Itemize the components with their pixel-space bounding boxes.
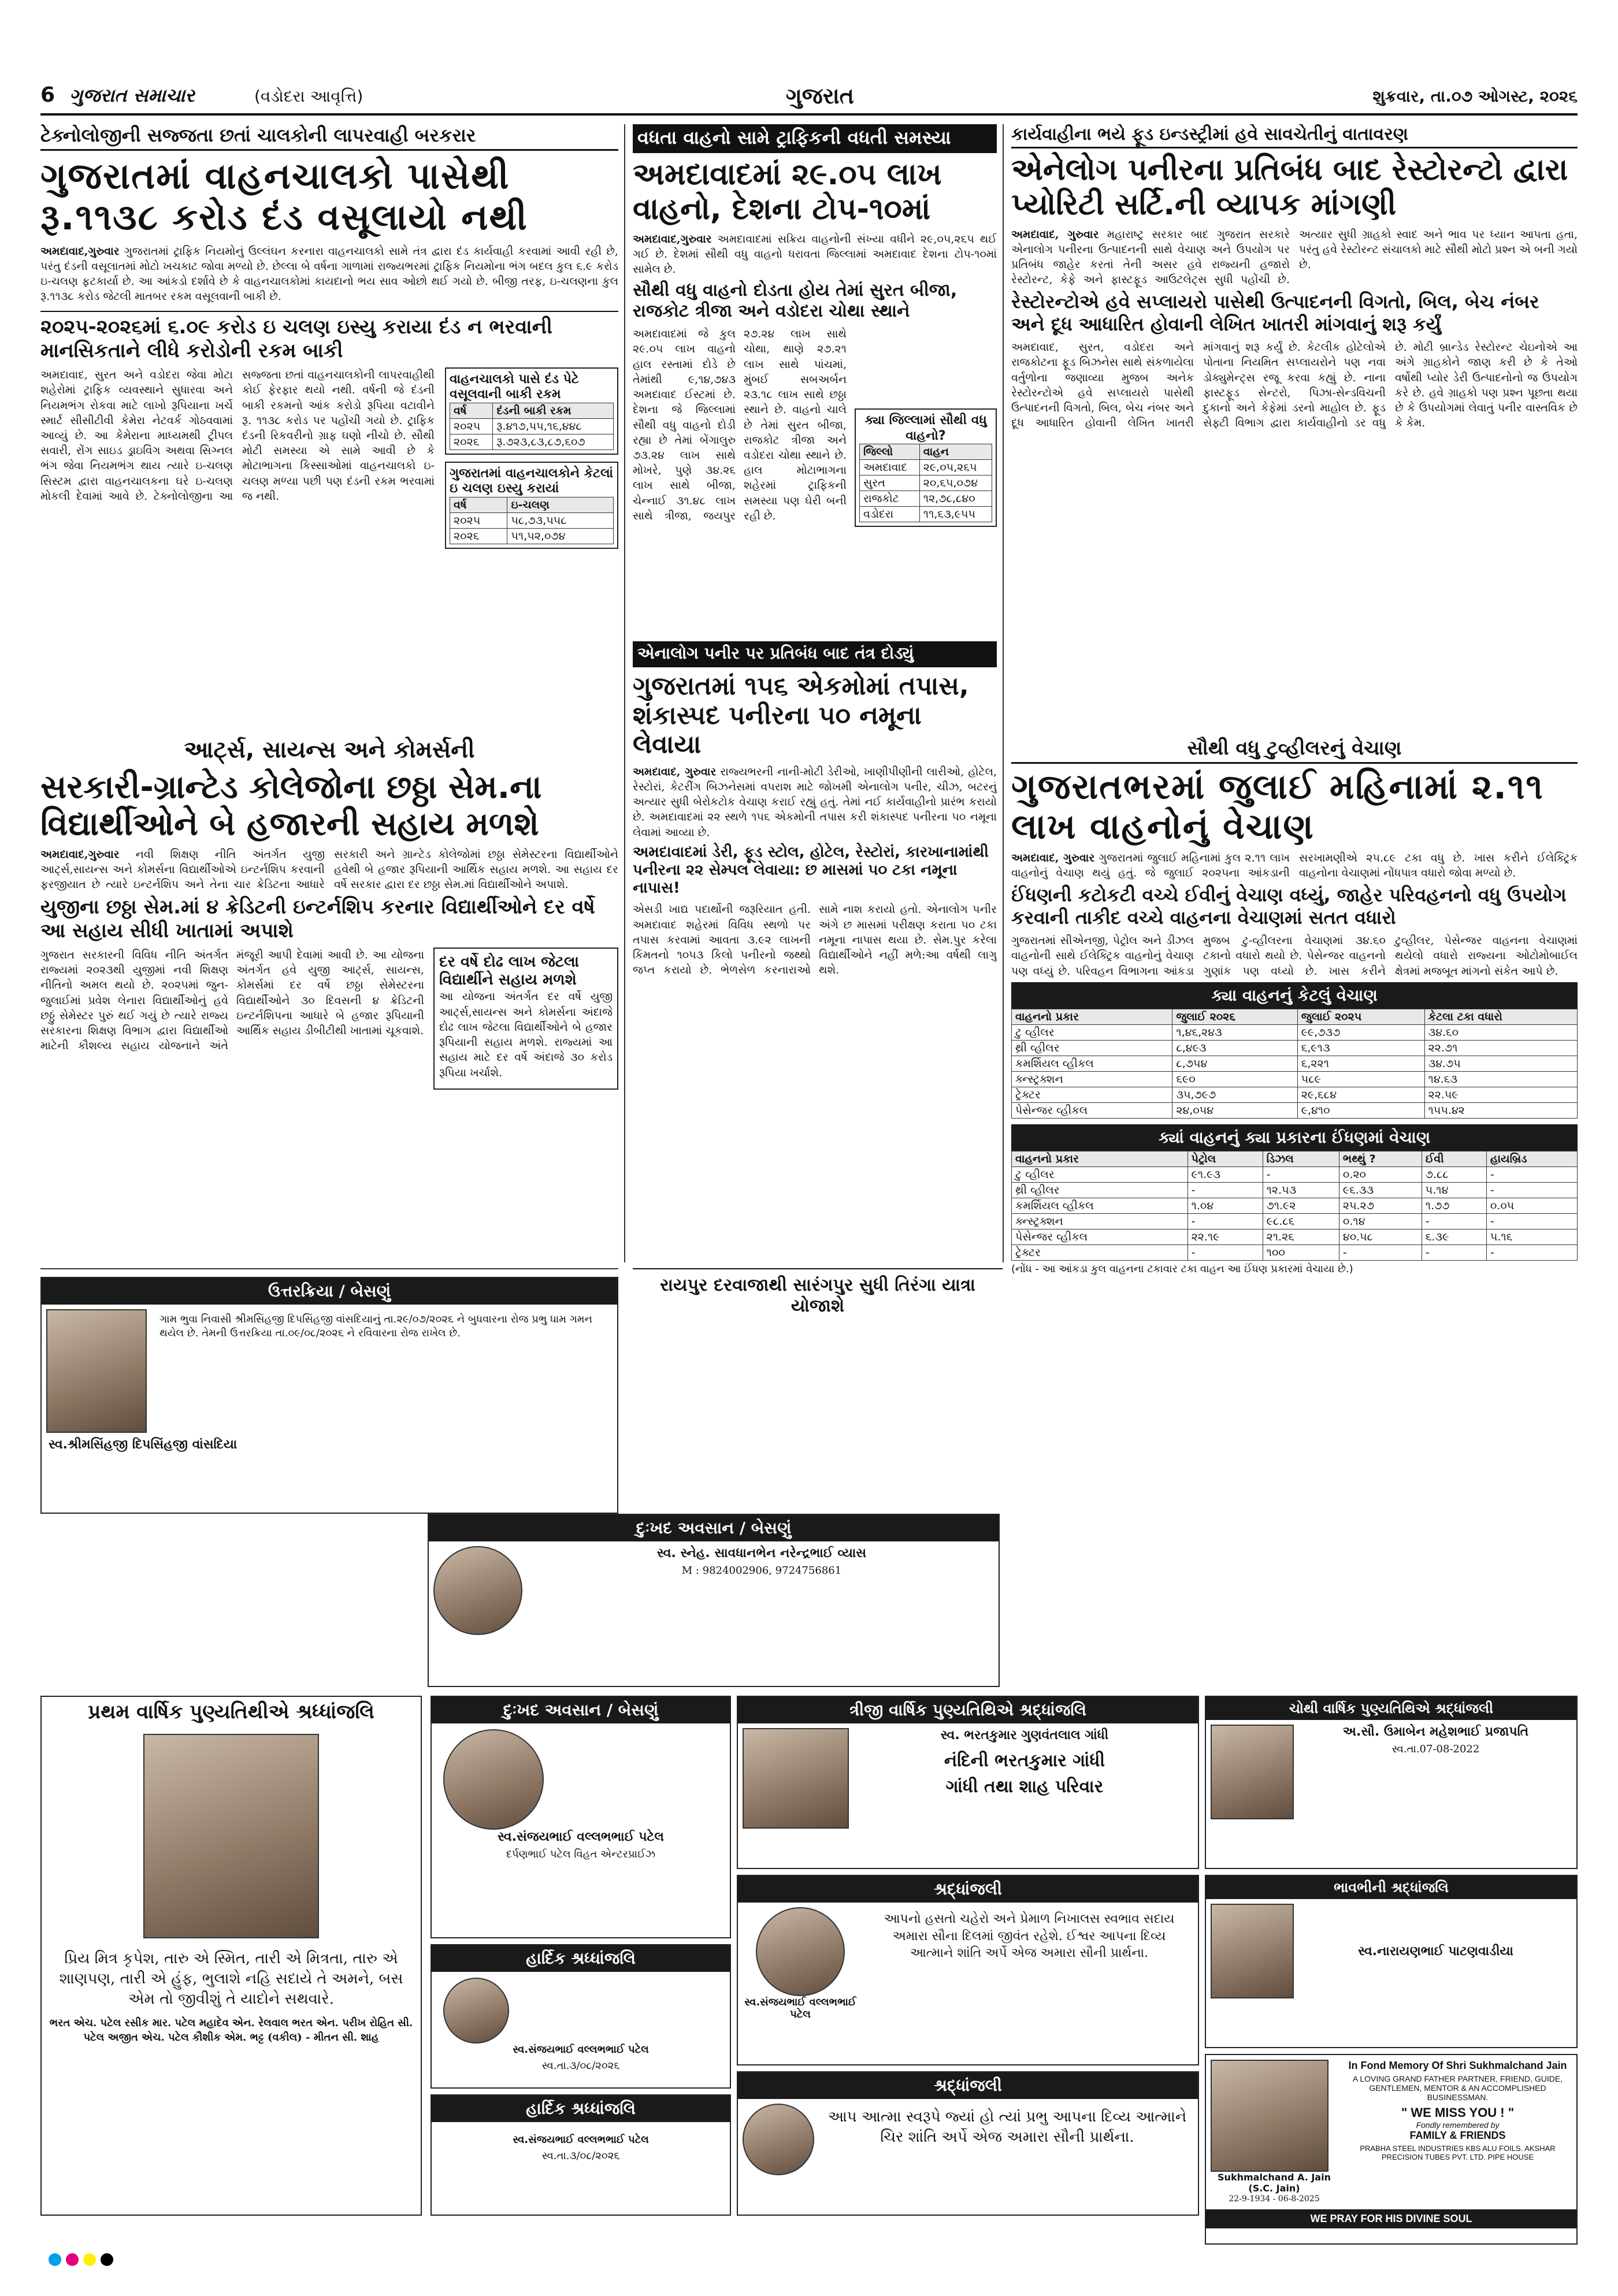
portrait-photo <box>443 1978 509 2044</box>
portrait-photo <box>143 1734 319 1938</box>
column-rule <box>624 124 625 1262</box>
cell: - <box>1486 1244 1577 1260</box>
district-vehicles-table <box>859 444 992 522</box>
ad-title: ત્રીજી વાર્ષિક પુણ્યતિથિએ શ્રદ્ધાંજલિ <box>738 1697 1198 1723</box>
ad-bhavbhini <box>1205 1875 1578 2048</box>
table-row <box>1012 1102 1578 1118</box>
col-header: ઈવી <box>1422 1151 1486 1166</box>
cell: - <box>1187 1213 1263 1229</box>
cell: ૨૪,૦૫૪ <box>1172 1102 1297 1118</box>
ad-name: સ્વ.સંજયભાઈ વલ્લભભાઈ પટેલ <box>744 1996 856 2020</box>
column-rule <box>1003 124 1004 1262</box>
col-header: જિલ્લો <box>860 444 920 460</box>
story-body-2: ગુજરાતમાં સીએનજી, પેટ્રોલ અને ડીઝલ વાહનોની સાથે ઈલેક્ટ્રિક વાહનોનું વેચાણ પણ વધ્યું છે. પરિવહન વિભાગના આંકડા મુજબ ટુ-વ્હીલરના વેચાણમાં ૩૪.૬૦ ટકાનો વધારો થયો છે. પેસેન્જર વાહનનો ગુણાંક પણ વધ્યો છે. ખાસ કરીને ટુવ્હીલર, પેસેન્જર વાહનના વેચાણમાં થયેલો વધારો રાજ્યના ઓટોમોબાઈલ ક્ષેત્રમાં મજબૂત માંગનો સંકેત આપે છે. <box>1011 934 1578 978</box>
dateline: અમદાવાદ,ગુરુવાર <box>40 848 120 861</box>
ad-prathama <box>40 1696 422 2216</box>
headline: એનેલોગ પનીરના પ્રતિબંધ બાદ રેસ્ટોરન્ટો દ્વારા પ્યોરિટી સર્ટિ.ની વ્યાપક માંગણી <box>1011 153 1568 222</box>
cell: થ્રી વ્હીલર <box>1012 1182 1188 1198</box>
ad-hardik-2 <box>431 2094 731 2216</box>
cell: ૫.૧૪ <box>1422 1182 1486 1198</box>
subhead: ઈંધણની કટોકટી વચ્ચે ઈવીનું વેચાણ વધ્યું, જાહેર પરિવહનનો વધુ ઉપયોગ કરવાની તાકીદ વચ્ચે વાહનના વેચાણમાં સતત વધારો <box>1011 884 1567 928</box>
memory-by: Fondly remembered by <box>1416 2120 1500 2130</box>
ad-memory <box>1205 2054 1578 2245</box>
box-title: વાહનચાલકો પાસે દંડ પેટે વસૂલવાની બાકી રકમ <box>450 372 579 402</box>
subhead: સૌથી વધુ વાહનો દોડતા હોય તેમાં સુરત બીજા, રાજકોટ ત્રીજા અને વડોદરા ચોથા સ્થાને <box>633 280 958 322</box>
col-header: વાહનનો પ્રકાર <box>1012 1151 1188 1166</box>
issued-challan-table <box>450 497 614 544</box>
cell: ૫૮૯ <box>1297 1071 1424 1087</box>
table-row <box>1012 1182 1578 1198</box>
ad-title: પ્રથમ વાર્ષિક પુણ્યતિથીએ શ્રધ્ધાંજલિ <box>42 1697 421 1727</box>
cell: ૨૨.૧૯ <box>1187 1229 1263 1244</box>
memory-companies: PRABHA STEEL INDUSTRIES KBS ALU FOILS. AKSHAR PRECISION TUBES PVT. LTD. PIPE HOUSE <box>1360 2144 1556 2161</box>
cell: ૧૨,૭૮,૮૪૦ <box>919 491 992 507</box>
portrait-photo <box>1211 1725 1294 1819</box>
cell: - <box>1339 1244 1422 1260</box>
cell: ૦.૦૫ <box>1486 1198 1577 1213</box>
ad-text: આપ આત્મા સ્વરૂપે જ્યાં હો ત્યાં પ્રભુ આપના દિવ્ય આત્માને ચિર શાંતિ અર્પે એજ અમારા સૌની પ્રાર્થના. <box>827 2108 1187 2146</box>
ad-dukhad-2 <box>431 1696 731 1938</box>
subhead: યુજીના છઠ્ઠા સેમ.માં ૪ ક્રેડિટની ઇન્ટર્નશિપ કરનાર વિદ્યાર્થીઓને દર વર્ષે આ સહાય સીધી ખાતામાં અપાશે <box>40 896 595 943</box>
cell: - <box>1486 1166 1577 1182</box>
cell: - <box>1187 1182 1263 1198</box>
cell: ૧.૦૪ <box>1187 1198 1263 1213</box>
kicker: આર્ટ્સ, સાયન્સ અને કોમર્સની <box>184 737 475 763</box>
cell: ૯૮.૮૬ <box>1263 1213 1339 1229</box>
cell: - <box>1422 1244 1486 1260</box>
section-rule <box>40 1268 618 1269</box>
col-header: ભથ્થું ? <box>1339 1151 1422 1166</box>
story-paneer <box>633 641 997 1262</box>
cell: પેસેન્જર વ્હીકલ <box>1012 1102 1172 1118</box>
table-title: ક્યા વાહનનું કેટલું વેચાણ <box>1011 982 1578 1009</box>
ad-name: અ.સૌ. ઉમાબેન મહેશભાઈ પ્રજાપતિ <box>1342 1725 1529 1739</box>
cell: ૧,૪૬,૨૪૩ <box>1172 1024 1297 1040</box>
cell: ૯૬.૩૩ <box>1339 1182 1422 1198</box>
ad-title: દુઃખદ અવસાન / બેસણું <box>429 1515 999 1541</box>
cell: ટુ વ્હીલર <box>1012 1166 1188 1182</box>
memory-name: Sukhmalchand A. Jain (S.C. Jain) <box>1218 2172 1331 2194</box>
ad-date: સ્વ.તા.07-08-2022 <box>1391 1743 1480 1755</box>
cell: ૫૮,૭૩,૫૫૮ <box>507 512 614 528</box>
ad-name: સ્વ. સ્નેહ. સાવધાનભેન નરેન્દ્રભાઈ વ્યાસ <box>656 1546 867 1561</box>
cell: ૧૧,૬૩,૯૫૫ <box>919 507 992 522</box>
ad-name: સ્વ.સંજયભાઈ વલ્લભભાઈ પટેલ <box>513 2134 649 2146</box>
ad-date: સ્વ.તા.૩/૦૮/૨૦૨૬ <box>541 2150 620 2162</box>
portrait-photo <box>743 1728 849 1829</box>
col-header: કેટલા ટકા વધારો <box>1424 1009 1577 1024</box>
cell: ટ્રેક્ટર <box>1012 1244 1188 1260</box>
ad-title: હાર્દિક શ્રધ્ધાંજલિ <box>432 1945 730 1972</box>
memory-text: A LOVING GRAND FATHER PARTNER, FRIEND, GUIDE, GENTLEMEN, MENTOR & AN ACCOMPLISHED BUSINESSMAN. <box>1352 2074 1563 2102</box>
masthead <box>40 81 1578 116</box>
issued-challan-box <box>445 462 618 549</box>
story-body: ગુજરાતમાં ટ્રાફિક નિયમોનું ઉલ્લંઘન કરનારા વાહનચાલકો સામે તંત્ર દ્વારા દંડ કાર્યવાહી કરવામાં આવી રહી છે, પરંતુ દંડની વસૂલાતમાં મોટો ખચકાટ જોવા મળ્યો છે. છેલ્લા બે વર્ષના ગાળામાં રાજ્યભરમાં ટ્રાફિક નિયમોના ભંગ બદલ કુલ ૬.૯ કરોડ ઇ-ચલણ ફટકાર્યા છે. આ આંકડો દર્શાવે છે કે વાહનચાલકોમાં કાયદાનો ભય સાવ ઓછો થઈ ગયો છે. બીજી તરફ, ઇ-ચલણના કુલ રૂ.૧૧૩૮ કરોડ જેટલી માતબર રકમ વસૂલવાની બાકી છે. <box>40 244 618 303</box>
table-row <box>1012 1213 1578 1229</box>
story-education <box>40 737 618 1262</box>
cell: ૪૦.૫૮ <box>1339 1229 1422 1244</box>
headline: ગુજરાતભરમાં જુલાઈ મહિનામાં ૨.૧૧ લાખ વાહનોનું વેચાણ <box>1011 767 1544 847</box>
story-body: અમદાવાદમાં સક્રિય વાહનોની સંખ્યા વધીને ૨૯,૦૫,૨૬૫ થઈ ગઈ છે. દેશમાં સૌથી વધુ વાહનો ધરાવતા જિલ્લામાં અમદાવાદ દેશના ટોપ-૧૦માં સામેલ છે. <box>633 232 997 276</box>
dateline: અમદાવાદ,ગુરુવાર <box>633 232 712 246</box>
cell: ૩૫,૭૯૭ <box>1172 1087 1297 1102</box>
dateline: અમદાવાદ, ગુરુવાર <box>1011 228 1099 241</box>
story-restaurants <box>1011 124 1578 731</box>
box-title: ક્યા જિલ્લામાં સૌથી વધુ વાહનો? <box>864 413 987 443</box>
story-body: રાજ્યભરની નાની-મોટી ડેરીઓ, ખાણીપીણીની લારીઓ, હોટેલ, રેસ્ટોરાં, કેટરીંગ બિઝનેસમાં વપરાશ માટે જોખમી એનાલોગ પનીર, ચીઝ, બટરનું અત્યાર સુધી બેરોકટોક વેચાણ કરાઈ રહ્યું હતું. તેમાં નઈ કાર્યવાહીનો પ્રારંભ કરાયો છે. અમદાવાદમાં ૨૨ સ્થળે ૧૫૬ એકમોની તપાસ કરી શંકાસ્પદ પનીરના ૫૦ નમૂના લેવામાં આવ્યા છે. <box>633 765 997 839</box>
ad-title: શ્રદ્ધાંજલી <box>738 2072 1198 2099</box>
cell: ૧૪.૬૩ <box>1424 1071 1577 1087</box>
story-raipur <box>633 1268 1003 1338</box>
cell: પેસેન્જર વ્હીકલ <box>1012 1229 1188 1244</box>
cell: ટુ વ્હીલર <box>1012 1024 1172 1040</box>
dateline: અમદાવાદ, ગુરુવાર <box>1011 852 1095 864</box>
portrait-photo <box>743 2104 814 2175</box>
table-row <box>450 418 614 434</box>
names: ભરત એચ. પટેલ રસીક માર. પટેલ મહાદેવ એન. રેલવાલ ભરત એન. પરીખ રોહિત સી. પટેલ અજીત એચ. પટેલ કૌશીક એમ. ભટ્ટ (વકીલ) - મીતન સી. શાહ <box>49 2017 413 2044</box>
edition: (વડોદરા આવૃત્તિ) <box>254 87 363 106</box>
cell: ૬૯૦ <box>1172 1071 1297 1087</box>
sales-by-fuel-table <box>1011 1151 1578 1261</box>
cell: - <box>1187 1244 1263 1260</box>
cell: ૫૧,૫૨,૦૭૪ <box>507 528 614 544</box>
headline: સરકારી-ગ્રાન્ટેડ કોલેજોના છઠ્ઠા સેમ.ના વિદ્યાર્થીઓને બે હજારની સહાય મળશે <box>40 768 542 844</box>
portrait-photo <box>433 1546 522 1635</box>
cell: - <box>1486 1213 1577 1229</box>
memory-footer: WE PRAY FOR HIS DIVINE SOUL <box>1206 2209 1576 2228</box>
ad-hardik <box>431 1944 731 2089</box>
ad-name: સ્વ. ભરતકુમાર ગુણવંતલાલ ગાંધી <box>940 1728 1109 1743</box>
cell: સુરત <box>860 475 920 491</box>
cell: ટ્રેક્ટર <box>1012 1087 1172 1102</box>
portrait-photo <box>756 1907 845 1996</box>
table-note: (નોંધ - આ આંકડા કુલ વાહનના ટકાવાર ટકા વાહન આ ઈંધણ પ્રકારમાં વેચાયા છે.) <box>1011 1262 1353 1275</box>
cell: ૯,૪૧૦ <box>1297 1102 1424 1118</box>
ad-title: હાર્દિક શ્રધ્ધાંજલિ <box>432 2096 730 2122</box>
ad-text: આપનો હસતો ચહેરો અને પ્રેમાળ નિખાલસ સ્વભાવ સદાય અમારા સૌના દિલમાં જીવંત રહેશે. ઈશ્વર આપના દિવ્ય આત્માને શાંતિ અર્પે એજ અમારા સૌની પ્રાર્થના. <box>884 1912 1175 1961</box>
box-body: આ યોજના અંતર્ગત દર વર્ષે યુજી આર્ટ્સ,સાયન્સ અને કોમર્સના અંદાજે દોઢ લાખ જેટલા વિદ્યાર્થીઓને બે હજાર રૂપિયાની સહાય મળશે. રાજ્યમાં આ સહાય માટે દર વર્ષે અંદાજે ૩૦ કરોડ રૂપિયા ખર્ચાશે. <box>439 990 613 1079</box>
ad-title: ઉત્તરક્રિયા / બેસણું <box>42 1278 617 1305</box>
cell: રૂ.૭૨૩,૮૩,૮૭,૬૦૭ <box>493 434 614 449</box>
portrait-photo <box>1211 2060 1328 2172</box>
story-body-2: અમદાવાદ, સુરત અને વડોદરા જેવા મોટા શહેરોમાં ટ્રાફિક વ્યવસ્થાને સુધારવા અને નિયમભંગ રોકવા માટે લાખો રૂપિયાના ખર્ચે સ્માર્ટ સીસીટીવી કેમેરા નેટવર્ક ગોઠવવામાં આવ્યું છે. આ કેમેરાના માધ્યમથી ટ્રીપલ સવારી, રોંગ સાઇડ ડ્રાઇવિંગ અથવા સિગ્નલ ભંગ જેવા નિયમભંગ થાય ત્યારે ઇ-ચલણ સિસ્ટમ દ્વારા વાહનચાલકના ઘરે ઇ-ચલણ મોકલી દેવામાં આવે છે. ટેક્નોલોજીના આ સજ્જતા છતાં વાહનચાલકોની લાપરવાહીથી કોઈ ફેરફાર થયો નથી. વર્ષની જે દંડની બાકી રકમનો આંક કરોડો રૂપિયા વટાવીને રૂ. ૧૧૩૮ કરોડ પર પહોંચી ગયો છે. ટ્રાફિક દંડની રિકવરીનો ગ્રાફ ઘણો નીચો છે. સૌથી મોટી સમસ્યા એ સામે આવી છે કે મોટાભાગના કિસ્સાઓમાં વાહનચાલકો ઇ-ચલણ મળ્યા પછી પણ દંડની રકમ ભરવામાં જ નથી. <box>40 369 435 503</box>
kicker: કાર્યવાહીના ભયે ફૂડ ઇન્ડસ્ટ્રીમાં હવે સાવચેતીનું વાતાવરણ <box>1011 124 1578 148</box>
ad-bharat <box>737 1696 1199 1869</box>
cell: કમર્શિયલ વ્હીકલ <box>1012 1198 1188 1213</box>
pending-fines-box <box>445 367 618 455</box>
aid-box <box>433 948 618 1090</box>
portrait-photo <box>1211 1904 1294 1998</box>
ad-name: સ્વ.સંજયભાઈ વલ્લભભાઈ પટેલ <box>513 2044 649 2056</box>
ad-uttarkriya <box>40 1277 618 1514</box>
cell: ક્ન્સ્ટ્રક્શન <box>1012 1071 1172 1087</box>
cell: - <box>1486 1182 1577 1198</box>
phone: M : 9824002906, 9724756861 <box>681 1565 842 1577</box>
registration-marks <box>46 2253 451 2276</box>
section-title: ગુજરાત <box>786 83 854 109</box>
cell: રૂ.૪૧૭,૫૫,૧૬,૪૪૮ <box>493 418 614 434</box>
paper-name: ગુજરાત સમાચાર <box>69 84 195 106</box>
cell: ૨૯,૦૫,૨૬૫ <box>919 460 992 475</box>
headline: અમદાવાદમાં ૨૯.૦૫ લાખ વાહનો, દેશના ટોપ-૧૦માં <box>633 157 942 226</box>
table-row <box>860 475 992 491</box>
story-body-2: અમદાવાદમાં જે કુલ ૨૯.૦૫ લાખ વાહનો હાલ રસ્તામાં દોડે છે તેમાંથી ૯,૧૪,૭૪૩ અમદાવાદ ઈસ્ટમાં છે. દેશના જે જિલ્લામાં સૌથી વધુ વાહનો દોડી રહ્યા છે તેમાં બેંગાલુરુ ૭૩.૨૪ લાખ સાથે મોખરે, પુણે ૩૪.૨૬ લાખ સાથે બીજા, ચેન્નાઈ ૩૧.૪૮ લાખ સાથે ત્રીજા, જયપુર ૨૭.૨૪ લાખ સાથે ચોથા, થાણે ૨૭.૨૧ લાખ સાથે પાંચમાં, મુંબઈ સબઅર્બન ૨૩.૧૮ લાખ સાથે છઠ્ઠા સ્થાને છે. વાહનો ચાલે છે તેમાં સુરત બીજા, રાજકોટ ત્રીજા અને વડોદરા ચોથા સ્થાને છે. હાલ મોટાભાગના શહેરમાં ટ્રાફિકની સમસ્યા પણ ઘેરી બની રહી છે. <box>633 328 847 522</box>
ad-text: ગામ ભુવા નિવાસી શ્રીમસિંહજી દિપસિંહજી વાંસદિયાનું તા.૨૯/૦૭/૨૦૨૬ ને બુધવારના રોજ પ્રભુ ધામ ગમન થયેલ છે. તેમની ઉત્તરક્રિયા તા.૦૯/૦૮/૨૦૨૬ ને રવિવારના રોજ રાખેલ છે. <box>159 1313 592 1340</box>
headline: રાયપુર દરવાજાથી સારંગપુર સુધી તિરંગા યાત્રા યોજાશે <box>660 1275 975 1316</box>
cell: અમદાવાદ <box>860 460 920 475</box>
cell: કમર્શિયલ વ્હીકલ <box>1012 1056 1172 1071</box>
col-header: પેટ્રોલ <box>1187 1151 1263 1166</box>
cell: ૨૨.૫૯ <box>1424 1087 1577 1102</box>
cell: ૩૪.૭૫ <box>1424 1056 1577 1071</box>
table-row <box>1012 1244 1578 1260</box>
poem: પ્રિય મિત્ર કૃપેશ, તારુ એ સ્મિત, તારી એ મિત્રતા, તારુ એ શાણપણ, તારી એ હુંફ, ભુલાશે નહિ સદાયે તે અમને, બસ એમ તો જીવીશું તે યાદોને સથવારે. <box>59 1950 403 2008</box>
registration-dot <box>66 2253 79 2266</box>
cell: ૯૧.૯૩ <box>1187 1166 1263 1182</box>
ad-name: સ્વ.નારાયણભાઈ પાટણવાડીયા <box>1358 1944 1513 1959</box>
ad-name: સ્વ.શ્રીમસિંહજી દિપસિંહજી વાંસદિયા <box>49 1437 237 1452</box>
story-fines <box>40 124 618 731</box>
story-body: મહારાષ્ટ્ર સરકાર બાદ ગુજરાત સરકારે એનાલોગ પનીરના ઉત્પાદનની સાથે વેચાણ અને ઉપયોગ પર પ્રતિબંધ જાહેર કરતાં તેની અસર હવે રાજ્યની હજારો રેસ્ટોરન્ટ, કેફે અને ફાસ્ટફૂડ આઉટલેટ્સ સુધી પહોંચી છે. અત્યાર સુધી ગ્રાહકો સ્વાદ અને ભાવ પર ધ્યાન આપતા હતા, પરંતુ હવે રેસ્ટોરન્ટ સંચાલકો માટે સૌથી મોટો પ્રશ્ન એ બની ગયો છે. <box>1011 228 1578 287</box>
portrait-photo <box>443 1729 544 1830</box>
cell: ૬,૨૨૧ <box>1297 1056 1424 1071</box>
col-header: દંડની બાકી રકમ <box>493 403 614 418</box>
cell: ૨૨.૭૧ <box>1424 1040 1577 1056</box>
table-row <box>450 528 614 544</box>
cell: થ્રી વ્હીલર <box>1012 1040 1172 1056</box>
ad-title: દુઃખદ અવસાન / બેસણું <box>432 1697 730 1723</box>
col-header: વાહન <box>919 444 992 460</box>
cell: - <box>1263 1166 1339 1182</box>
table-row <box>860 491 992 507</box>
table-row <box>1012 1024 1578 1040</box>
table-row <box>1012 1198 1578 1213</box>
cell: ૨૫.૨૭ <box>1339 1198 1422 1213</box>
memory-family: FAMILY & FRIENDS <box>1409 2130 1506 2141</box>
ad-title: ચોથી વાર્ષિક પુણ્યતિથિએ શ્રદ્ધાંજલી <box>1206 1697 1576 1720</box>
cell: ૨૦,૬૫,૦૭૪ <box>919 475 992 491</box>
cell: ૧૦૦ <box>1263 1244 1339 1260</box>
story-body-2: ગુજરાત સરકારની વિવિધ નીતિ અંતર્ગત રાજ્યમાં ૨૦૨૩થી યુજીમાં નવી શિક્ષણ નીતિનો અમલ થયો છે. ૨૦૨૫માં જુન-જુલાઈમાં પ્રવેશ લેનારા વિદ્યાર્થીઓનું હવે છઠ્ઠું સેમેસ્ટર પુરું થઈ ગયું છે ત્યારે રાજ્ય સરકારના શિક્ષણ વિભાગ દ્વારા વિદ્યાર્થીઓ માટેની કૌશલ્ય સહાય યોજનાને અંતે મંજૂરી આપી દેવામાં આવી છે. આ યોજના અંતર્ગત હવે યુજી આર્ટ્સ, સાયન્સ, કોમર્સમાં દર વર્ષે છઠ્ઠા સેમેસ્ટરના વિદ્યાર્થીઓને ૩૦ દિવસની ૪ ક્રેડિટની ઇન્ટર્નશિપના આધારે બે હજાર રૂપિયાની આર્થિક સહાય ડીબીટીથી ખાતામાં ચૂકવાશે. <box>40 949 424 1053</box>
cell: ૯૯,૭૩૭ <box>1297 1024 1424 1040</box>
table-title: ક્યાં વાહનનું ક્યા પ્રકારના ઈંધણમાં વેચાણ <box>1011 1124 1578 1151</box>
col-header: ડિઝલ <box>1263 1151 1339 1166</box>
table-row <box>860 507 992 522</box>
table-row <box>1012 1071 1578 1087</box>
table-row <box>1012 1087 1578 1102</box>
ad-title: શ્રદ્ધાંજલી <box>738 1876 1198 1903</box>
dateline: અમદાવાદ,ગુરુવાર <box>40 244 120 258</box>
date: શુક્રવાર, તા.૦૭ ઓગસ્ટ, ૨૦૨૬ <box>1372 87 1578 106</box>
table-row <box>860 460 992 475</box>
kicker: ટેક્નોલોજીની સજ્જતા છતાં ચાલકોની લાપરવાહી બરકરાર <box>40 124 618 151</box>
headline: ગુજરાતમાં ૧૫૬ એકમોમાં તપાસ, શંકાસ્પદ પનીરના ૫૦ નમૂના લેવાયા <box>633 671 969 760</box>
cell: રાજકોટ <box>860 491 920 507</box>
story-sales <box>1011 737 1578 1557</box>
subhead: રેસ્ટોરન્ટોએ હવે સપ્લાયરો પાસેથી ઉત્પાદનની વિગતો, બિલ, બેચ નંબર અને દૂધ આધારિત હોવાની લેખિત ખાતરી માંગવાનું શરૂ કર્યું <box>1011 291 1539 335</box>
ad-name: સ્વ.સંજયભાઈ વલ્લભભાઈ પટેલ <box>498 1830 664 1844</box>
cell: - <box>1422 1213 1486 1229</box>
ad-shraddhanjali-2 <box>737 2071 1199 2216</box>
page-number: 6 <box>40 83 55 107</box>
ad-footer: ગાંધી તથા શાહ પરિવાર <box>945 1777 1104 1797</box>
cell: ક્ન્સ્ટ્રક્શન <box>1012 1213 1188 1229</box>
subhead: અમદાવાદમાં ડેરી, ફૂડ સ્ટોલ, હોટેલ, રેસ્ટોરાં, કારખાનામાંથી પનીરના ૨૨ સેમ્પલ લેવાયા: છ માસમાં ૫૦ ટકા નમૂના નાપાસ! <box>633 843 989 897</box>
cell: ૨૦૨૫ <box>450 512 507 528</box>
col-header: વર્ષ <box>450 403 493 418</box>
cell: ૨૦૨૬ <box>450 434 493 449</box>
cell: ૨૯,૬૮૪ <box>1297 1087 1424 1102</box>
col-header: જુલાઈ ૨૦૨૬ <box>1172 1009 1297 1024</box>
district-vehicles-box <box>855 408 997 527</box>
cell: ૧૫૫.૪૨ <box>1424 1102 1577 1118</box>
dateline: અમદાવાદ, ગુરુવાર <box>633 765 717 778</box>
registration-dot <box>49 2253 61 2266</box>
memory-miss: " WE MISS YOU ! " <box>1401 2105 1515 2120</box>
ad-shraddhanjali <box>737 1875 1199 2065</box>
col-header: હાયબ્રિડ <box>1486 1151 1577 1166</box>
col-header: વાહનનો પ્રકાર <box>1012 1009 1172 1024</box>
table-row <box>1012 1040 1578 1056</box>
cell: ૬.૩૯ <box>1422 1229 1486 1244</box>
cell: ૧૨.૫૩ <box>1263 1182 1339 1198</box>
table-row <box>1012 1056 1578 1071</box>
cell: ૭.૮૮ <box>1422 1166 1486 1182</box>
ad-footer: દર્પણભાઈ પટેલ વિહત એન્ટરપ્રાઈઝ <box>506 1848 656 1860</box>
story-vehicles <box>633 124 997 638</box>
table-row <box>1012 1229 1578 1244</box>
ad-chothi <box>1205 1696 1578 1869</box>
ad-dukhad <box>428 1514 1000 1687</box>
cell: ૨૦૨૬ <box>450 528 507 544</box>
cell: ૮,૪૯૩ <box>1172 1040 1297 1056</box>
col-header: જુલાઈ ૨૦૨૫ <box>1297 1009 1424 1024</box>
memory-dates: 22-9-1934 - 06-8-2025 <box>1229 2194 1320 2204</box>
kicker: એનાલોગ પનીર પર પ્રતિબંધ બાદ તંત્ર દોડ્યું <box>633 641 997 667</box>
headline: ગુજરાતમાં વાહનચાલકો પાસેથી રૂ.૧૧૩૮ કરોડ દંડ વસૂલાયો નથી <box>40 155 528 239</box>
sales-by-type-table <box>1011 1009 1578 1119</box>
subhead: ૨૦૨૫-૨૦૨૬માં ૬.૦૯ કરોડ ઇ ચલણ ઇસ્યુ કરાયા દંડ ન ભરવાની માનસિકતાને લીધે કરોડોની રકમ બાકી <box>40 311 618 363</box>
cell: ૨૧.૨૬ <box>1263 1229 1339 1244</box>
story-body-2: અમદાવાદ, સુરત, વડોદરા અને રાજકોટના ફૂડ બિઝનેસ સાથે સંકળાયેલા વર્તુળોના જણાવ્યા મુજબ અનેક રેસ્ટોરન્ટોએ હવે સપ્લાયરો પાસેથી ઉત્પાદનની વિગતો, બિલ, બેચ નંબર અને દૂધ આધારિત હોવાની લેખિત ખાતરી માંગવાનું શરૂ કર્યું છે. કેટલીક હોટેલોએ પોતાના નિયમિત સપ્લાયરોને પણ નવા ડોક્યુમેન્ટ્સ રજૂ કરવા કહ્યું છે. નાના ફાસ્ટફૂડ સેન્ટરો, પિઝા-સેન્ડવિચની દુકાનો અને કેફેમાં ડરનો માહોલ છે. ફૂડ સેફ્ટી વિભાગ દ્વારા કાર્યવાહીનો ડર વધુ છે. મોટી બ્રાન્ડેડ રેસ્ટોરન્ટ ચેઇનોએ આ અંગે ગ્રાહકોને જાણ કરી છે કે તેઓ વર્ષોથી પ્યોર ડેરી ઉત્પાદનોનો જ ઉપયોગ કરે છે. હવે ગ્રાહકો પણ પ્રશ્ન પૂછતા થયા છે કે ઉપયોગમાં લેવાતું પનીર વાસ્તવિક છે કે કેમ. <box>1011 341 1578 430</box>
table-row <box>450 434 614 449</box>
col-header: ઇ-ચલણ <box>507 497 614 512</box>
family-name: નંદિની ભરતકુમાર ગાંધી <box>944 1751 1105 1771</box>
registration-dot <box>83 2253 96 2266</box>
table-row <box>450 512 614 528</box>
table-row <box>1012 1166 1578 1182</box>
cell: ૭૧.૯૨ <box>1263 1198 1339 1213</box>
story-body-2: એસડી ખાદ્ય પદાર્થોની જરૂરિયાત હતી. અમદાવાદ શહેરમાં વિવિધ સ્થળો પર તપાસ કરવામાં આવતા ૩.૯૨ લાખની કિંમતનો ૧૦૫૩ કિલો પનીરનો જથ્થો જપ્ત કરાયો છે. ભેળસેળ કરનારાઓ સામે નાશ કરાયો હતો. એનાલોગ પનીર અંગે છ માસમાં પરીક્ષણ કરાતા ૫૦ ટકા નમૂના નાપાસ થયા છે. સેમ.પુર કરેલા વિદ્યાર્થીઓને નહીં મળે:આ વર્ષથી લાગુ થશે. <box>633 903 997 977</box>
ad-title: ભાવભીની શ્રદ્ધાંજલિ <box>1206 1876 1576 1899</box>
ad-date: સ્વ.તા.૩/૦૮/૨૦૨૬ <box>541 2060 620 2072</box>
cell: વડોદરા <box>860 507 920 522</box>
cell: ૦.૧૪ <box>1339 1213 1422 1229</box>
memory-title: In Fond Memory Of Shri Sukhmalchand Jain <box>1348 2060 1567 2071</box>
cell: ૧.૭૭ <box>1422 1198 1486 1213</box>
box-title: દર વર્ષે દોઢ લાખ જેટલા વિદ્યાર્થીને સહાય મળશે <box>439 953 580 989</box>
registration-dot <box>101 2253 113 2266</box>
cell: ૬,૯૧૩ <box>1297 1040 1424 1056</box>
pending-fines-table <box>450 403 614 450</box>
box-title: ગુજરાતમાં વાહનચાલકોને કેટલાં ઇ ચલણ ઇસ્યુ કરાયાં <box>450 466 613 496</box>
kicker: વધતા વાહનો સામે ટ્રાફિકની વધતી સમસ્યા <box>633 124 997 153</box>
cell: ૩૪.૬૦ <box>1424 1024 1577 1040</box>
cell: ૮,૭૫૪ <box>1172 1056 1297 1071</box>
cell: ૨૦૨૫ <box>450 418 493 434</box>
cell: ૫.૧૬ <box>1486 1229 1577 1244</box>
col-header: વર્ષ <box>450 497 507 512</box>
cell: ૦.૨૦ <box>1339 1166 1422 1182</box>
story-body: ગુજરાતમાં જુલાઈ મહિનામાં કુલ ૨.૧૧ લાખ વાહનોનું વેચાણ થયું હતું. જે જુલાઈ ૨૦૨૫ના આંકડાની સરખામણીએ ૨૫.૮૯ ટકા વધુ છે. ખાસ કરીને ઈલેક્ટ્રિક વાહનોના વેચાણમાં નોંધપાત્ર વધારો જોવા મળ્યો છે. <box>1011 852 1578 880</box>
story-body: નવી શિક્ષણ નીતિ અંતર્ગત યુજી આર્ટ્સ,સાયન્સ અને કોમર્સના વિદ્યાર્થીઓએ ઇન્ટર્નશિપ કરવાની ફરજીયાત છે ત્યારે ઇન્ટર્નશિપ અને તેના ચાર ક્રેડિટના આધારે સરકારી અને ગ્રાન્ટેડ કોલેજોમાં છઠ્ઠા સેમેસ્ટરના વિદ્યાર્થીઓને હવેથી બે હજાર રૂપિયાની આર્થિક સહાય મળશે. આ સહાય દર વર્ષે સરકાર દ્વારા દર છઠ્ઠા સેમ.માં વિદ્યાર્થીઓને અપાશે. <box>40 848 618 891</box>
portrait-photo <box>46 1309 147 1433</box>
kicker: સૌથી વધુ ટુવ્હીલરનું વેચાણ <box>1011 737 1578 764</box>
